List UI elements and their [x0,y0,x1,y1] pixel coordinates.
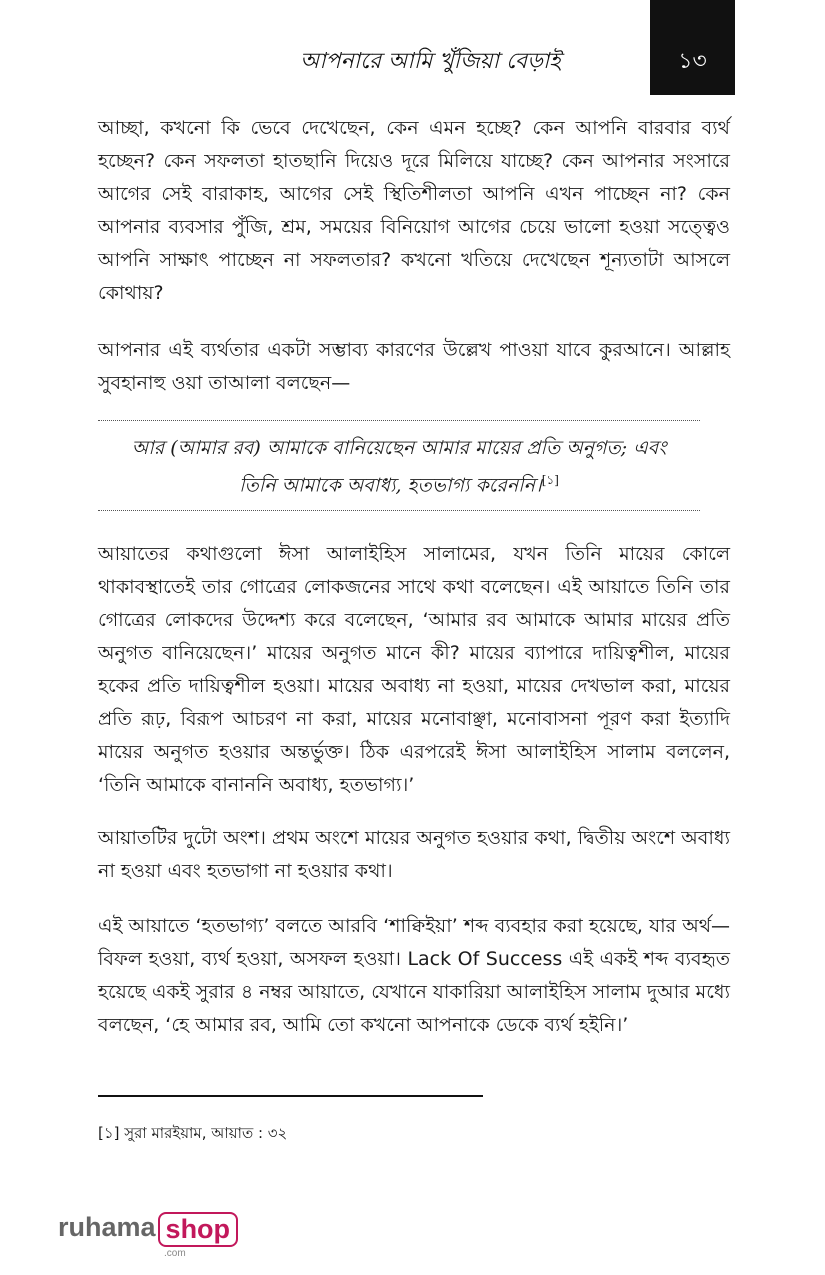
paragraph-1: আচ্ছা, কখনো কি ভেবে দেখেছেন, কেন এমন হচ্ছে? কেন আপনি বারবার ব্যর্থ হচ্ছেন? কেন সফলতা হাতছানি দিয়েও দূরে মিলিয়ে যাচ্ছে? কেন আপনার সংসারে আগের সেই বারাকাহ, আগের সেই স্থিতিশীলতা আপনি এখন পাচ্ছেন না? কেন আপনার ব্যবসার পুঁজি, শ্রম, সময়ের বিনিয়োগ আগের চেয়ে ভালো হওয়া সত্ত্বেও আপনি সাক্ষাৎ পাচ্ছেন না সফলতার? কখনো খতিয়ে দেখেছেন শূন্যতাটা আসলে কোথায়? [98,117,730,304]
header-title: আপনারে আমি খুঁজিয়া বেড়াই [300,49,561,74]
paragraph-4: আয়াতটির দুটো অংশ। প্রথম অংশে মায়ের অনুগত হওয়ার কথা, দ্বিতীয় অংশে অবাধ্য না হওয়া এবং হতভাগা না হওয়ার কথা। [98,827,730,882]
ayah-quote [98,432,700,501]
quote-footnote-ref[interactable]: [১] [541,473,559,487]
paragraph-3: আয়াতের কথাগুলো ঈসা আলাইহিস সালামের, যখন তিনি মায়ের কোলে থাকাবস্থাতেই তার গোত্রের লোকজনের সাথে কথা বলেছেন। এই আয়াতে তিনি তার গোত্রের লোকদের উদ্দেশ্য করে বলেছেন, ‘আমার রব আমাকে আমার মায়ের প্রতি অনুগত বানিয়েছেন।’ মায়ের অনুগত মানে কী? মায়ের ব্যাপারে দায়িত্বশীল, মায়ের হকের প্রতি দায়িত্বশীল হওয়া। মায়ের অবাধ্য না হওয়া, মায়ের দেখভাল করা, মায়ের প্রতি রূঢ়, বিরূপ আচরণ না করা, মায়ের মনোবাঞ্ছা, মনোবাসনা পূরণ করা ইত্যাদি মায়ের অনুগত হওয়ার অন্তর্ভুক্ত। ঠিক এরপরেই ঈসা আলাইহিস সালাম বললেন, ‘তিনি আমাকে বানাননি অবাধ্য, হতভাগ্য।’ [98,543,730,796]
page-number: ১৩ [678,49,707,74]
watermark-logo [58,1212,238,1259]
paragraph-2: আপনার এই ব্যর্থতার একটা সম্ভাব্য কারণের উল্লেখ পাওয়া যাবে কুরআনে। আল্লাহ সুবহানাহু ওয়া তাআলা বলছেন— [98,339,730,394]
quote-line-2-wrap [98,464,700,501]
watermark-domain: .com [164,1248,186,1259]
quote-top-rule [98,420,700,421]
quote-line-1: আর (আমার রব) আমাকে বানিয়েছেন আমার মায়ের প্রতি অনুগত; এবং [131,437,667,459]
watermark-shop: shop [158,1212,239,1247]
watermark-brand: ruhama [58,1212,156,1242]
footnote-rule [98,1095,483,1097]
paragraph-5: এই আয়াতে ‘হতভাগ্য’ বলতে আরবি ‘শাক্বিইয়া’ শব্দ ব্যবহার করা হয়েছে, যার অর্থ—বিফল হওয়া, ব্যর্থ হওয়া, অসফল হওয়া। Lack Of Success এই একই শব্দ ব্যবহৃত হয়েছে একই সুরার ৪ নম্বর আয়াতে, যেখানে যাকারিয়া আলাইহিস সালাম দুআর মধ্যে বলছেন, ‘হে আমার রব, আমি তো কখনো আপনাকে ডেকে ব্যর্থ হইনি।’ [98,915,730,1036]
page-number-tab [650,0,735,95]
footnote: [১] সুরা মারইয়াম, আয়াত : ৩২ [98,1124,288,1142]
quote-line-2: তিনি আমাকে অবাধ্য, হতভাগ্য করেননি। [239,474,542,497]
quote-bottom-rule [98,510,700,511]
